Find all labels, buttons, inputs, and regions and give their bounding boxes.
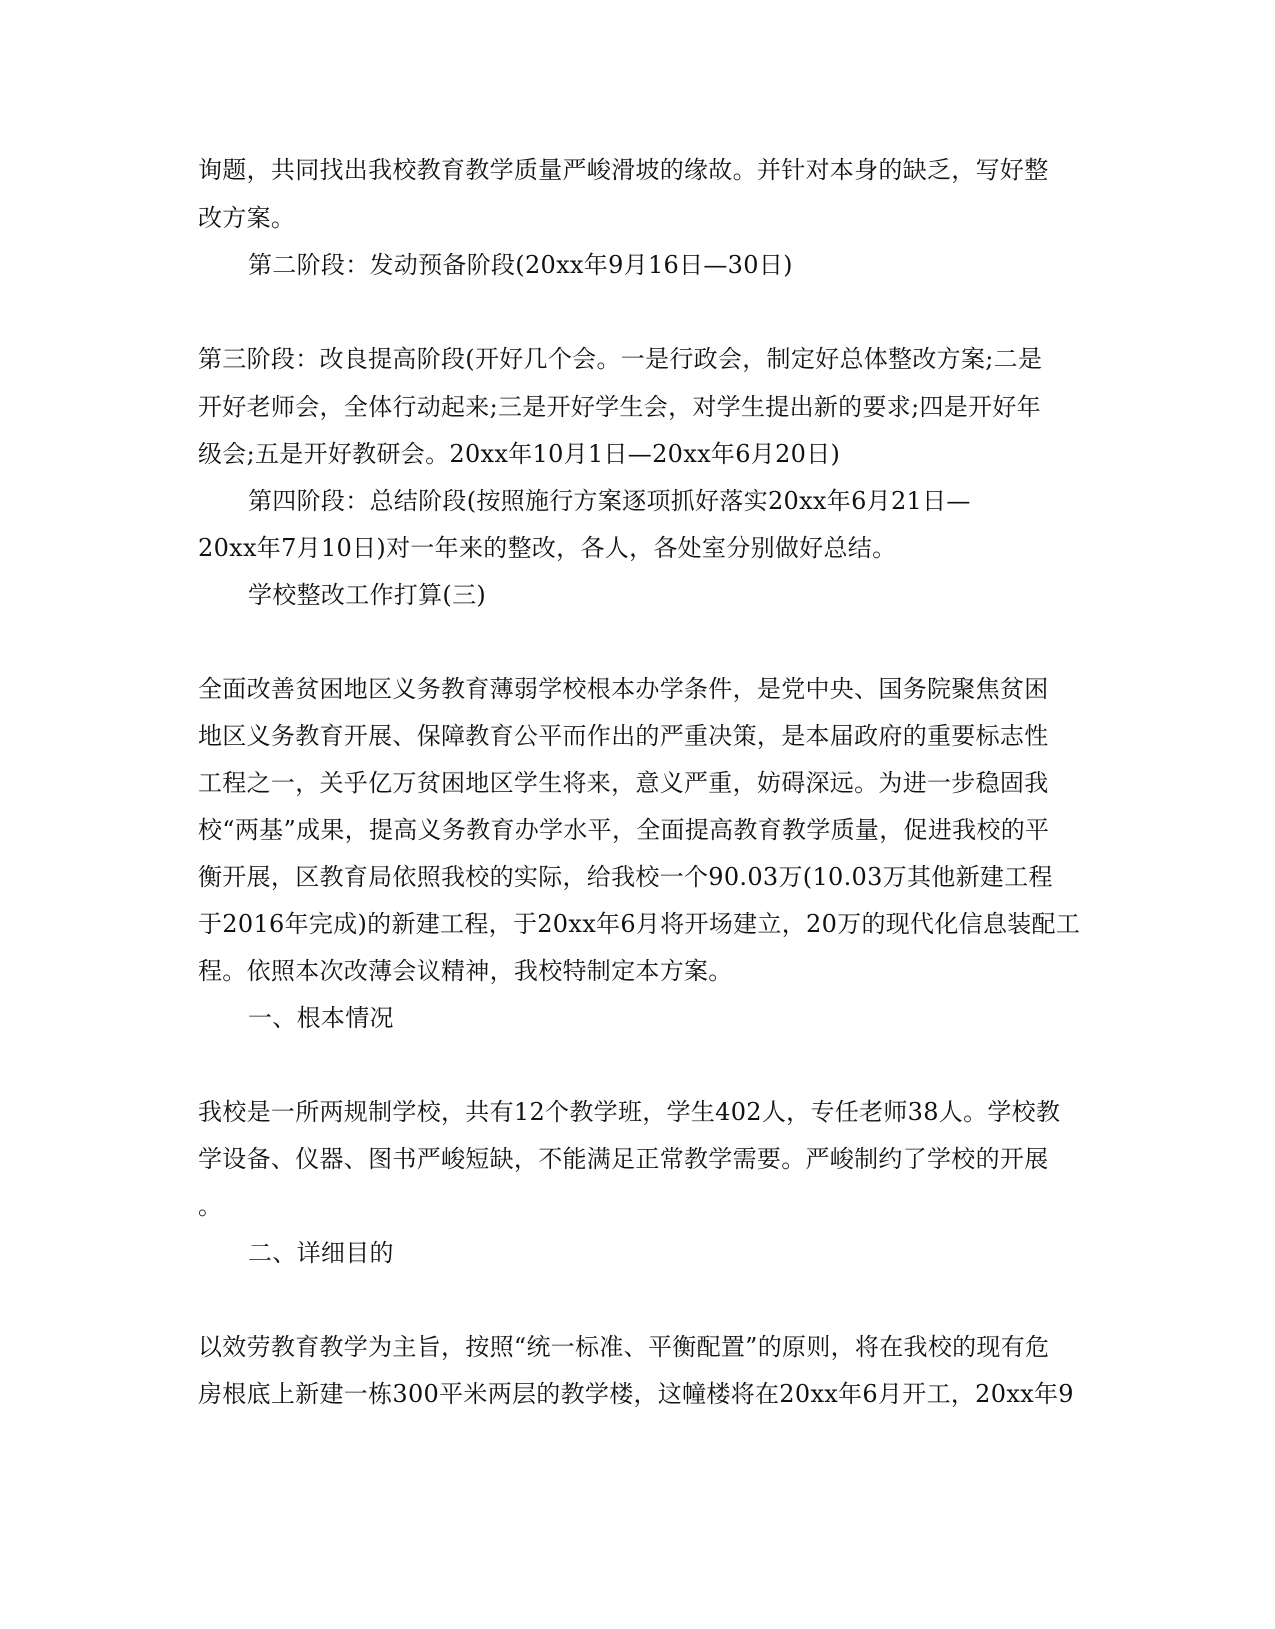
text-line: 工程之一，关乎亿万贫困地区学生将来，意义严重，妨碍深远。为进一步稳固我: [198, 769, 1049, 797]
stage-two-heading: 第二阶段：发动预备阶段(20xx年9月16日—30日): [248, 251, 793, 279]
text-line: 20xx年7月10日)对一年来的整改，各人，各处室分别做好总结。: [198, 534, 897, 562]
text-line: 房根底上新建一栋300平米两层的教学楼，这幢楼将在20xx年6月开工，20xx年9: [198, 1380, 1074, 1408]
text-line: 全面改善贫困地区义务教育薄弱学校根本办学条件，是党中央、国务院聚焦贫困: [198, 675, 1049, 703]
text-line: 我校是一所两规制学校，共有12个教学班，学生402人，专任老师38人。学校教: [198, 1098, 1061, 1126]
stage-four-heading: 第四阶段：总结阶段(按照施行方案逐项抓好落实20xx年6月21日—: [248, 487, 971, 515]
section-heading-basic-situation: 一、根本情况: [248, 1004, 394, 1032]
text-line: 级会;五是开好教研会。20xx年10月1日—20xx年6月20日): [198, 440, 841, 468]
text-line: 改方案。: [198, 204, 296, 232]
text-line: 衡开展，区教育局依照我校的实际，给我校一个90.03万(10.03万其他新建工程: [198, 863, 1053, 891]
text-line: 第三阶段：改良提高阶段(开好几个会。一是行政会，制定好总体整改方案;二是: [198, 345, 1043, 373]
text-line: 校“两基”成果，提高义务教育办学水平，全面提高教育教学质量，促进我校的平: [198, 816, 1050, 844]
text-line: 询题，共同找出我校教育教学质量严峻滑坡的缘故。并针对本身的缺乏，写好整: [198, 156, 1049, 184]
text-line: 。: [198, 1192, 223, 1220]
text-line: 程。依照本次改薄会议精神，我校特制定本方案。: [198, 957, 733, 985]
text-line: 地区义务教育开展、保障教育公平而作出的严重决策，是本届政府的重要标志性: [198, 722, 1049, 750]
text-line: 学设备、仪器、图书严峻短缺，不能满足正常教学需要。严峻制约了学校的开展: [198, 1145, 1049, 1173]
text-line: 于2016年完成)的新建工程，于20xx年6月将开场建立，20万的现代化信息装配工: [198, 910, 1081, 938]
section-title: 学校整改工作打算(三): [248, 581, 487, 609]
section-heading-goals: 二、详细目的: [248, 1239, 394, 1267]
text-line: 开好老师会，全体行动起来;三是开好学生会，对学生提出新的要求;四是开好年: [198, 393, 1041, 421]
text-line: 以效劳教育教学为主旨，按照“统一标准、平衡配置”的原则，将在我校的现有危: [198, 1333, 1050, 1361]
